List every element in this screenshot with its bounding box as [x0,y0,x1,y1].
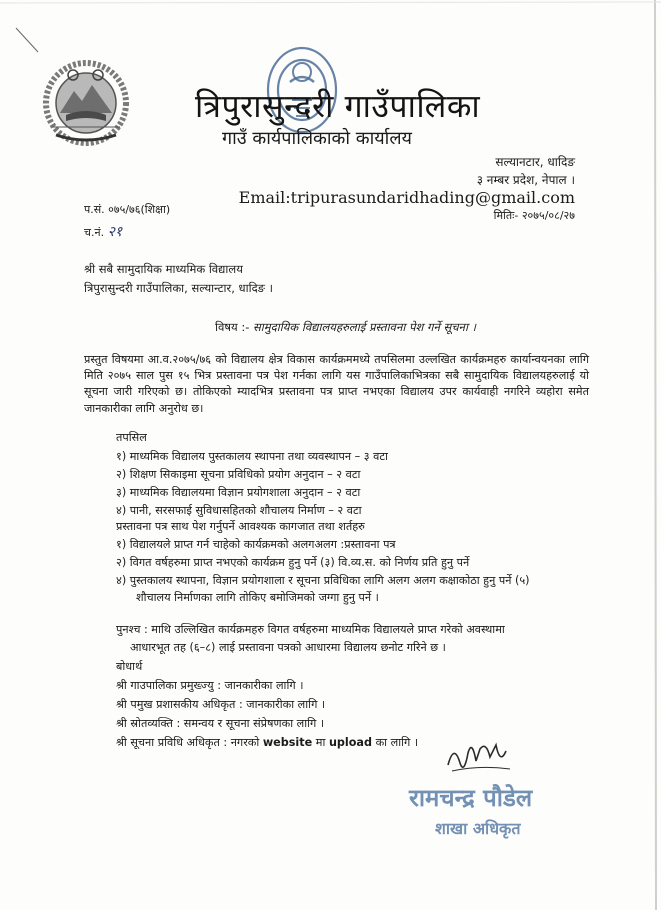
requirement-item: शौचालय निर्माणका लागि तोकिए बमोजिमको जग्गा हुनु पर्ने । [136,591,379,604]
cc-website-suffix: का लागि । [375,736,419,749]
letter-reference-number: प.सं. ०७५/७६(शिक्षा) [84,203,171,216]
handwritten-signature [440,735,520,780]
cc-heading: बोधार्थ [116,660,143,673]
body-paragraph: प्रस्तुत विषयमा आ.व.२०७५/७६ को विद्यालय क्षेत्र विकास कार्यक्रममध्ये तपसिलमा उल्लखित कार्यक्रमहरु कार्यान्वयनका लागि मिति २०७५ साल पुस १५ भित्र प्रस्तावना पत्र पेश गर्नका लागि यस गाउँपालिकाभित्रका सबै सामुदायिक विद्यालयहरुलाई यो सूचना जारी गरिएको छ। तोकिएको म्यादभित्र प्रस्तावना पत्र प्राप्त नभएका विद्यालय उपर कार्यवाही नगरिने व्यहोरा समेत जानकारीका लागि अनुरोध छ। [84,353,589,415]
cc-website-mid: मा [315,736,326,749]
letter-date: मितिः- २०७५/०८/२७ [493,209,575,222]
tapasil-heading: तपसिल [116,431,147,444]
stamp-name: रामचन्द्र पौडेल [409,784,533,812]
cc-upload-word: upload [328,736,372,749]
recipient-line-1: श्री सबै सामुदायिक माध्यमिक विद्यालय [84,262,243,276]
cc-item: श्री पमुख प्रशासकीय अधिकृत : जानकारीका लागि । [116,698,326,711]
requirement-item: १) विद्यालयले प्राप्त गर्न चाहेको कार्यक्रमको अलगअलग :प्रस्तावना पत्र [116,538,396,551]
office-name-title: त्रिपुरासुन्दरी गाउँपालिका [195,87,481,125]
dispatch-number-value: २१ [107,224,123,240]
subject-text: सामुदायिक विद्यालयहरुलाई प्रस्तावना पेश गर्ने सूचना । [253,320,476,334]
tapasil-item: २) शिक्षण सिकाइमा सूचना प्रविधिको प्रयोग अनुदान – २ वटा [116,468,361,481]
letter-subject [215,320,476,335]
address-line-2: ३ नम्बर प्रदेश, नेपाल । [476,173,575,187]
requirement-item: २) विगत वर्षहरुमा प्राप्त नभएको कार्यक्रम हुनु पर्ने (३) वि.व्य.स. को निर्णय प्रति हुनु पर्ने [116,556,470,569]
cc-website-word: website [262,736,313,749]
recipient-line-2: त्रिपुरासुन्दरी गाउँपालिका, सल्यान्टार, धादिङ । [84,281,274,295]
cc-item: श्री स्रोतव्यक्ति : समन्वय र सूचना संप्रेषणका लागि । [116,717,325,730]
subject-label: विषय :- [215,320,250,334]
dispatch-number [84,222,122,241]
office-subtitle: गाउँ कार्यपालिकाको कार्यालय [222,128,412,149]
office-email: Email:tripurasundaridhading@gmail.com [238,188,575,207]
requirements-heading: प्रस्तावना पत्र साथ पेश गर्नुपर्ने आवश्यक कागजात तथा शर्तहरु [116,520,365,533]
tapasil-item: ३) माध्यमिक विद्यालयमा विज्ञान प्रयोगशाला अनुदान – २ वटा [116,486,361,499]
margin-pen-mark [12,26,42,56]
requirement-item: ४) पुस्तकालय स्थापना, विज्ञान प्रयोगशाला र सूचना प्रविधिका लागि अलग अलग कक्षाकोठा हुनु पर्ने (५) [116,574,530,587]
cc-website-prefix: श्री सूचना प्रविधि अधिकृत : नगरको [116,736,260,749]
address-line-1: सल्यानटार, धादिङ [495,155,575,169]
tapasil-item: ४) पानी, सरसफाई सुविधासहितको शौचालय निर्माण – २ वटा [116,504,362,517]
cc-item: श्री गाउपालिका प्रमुख्ज्यु : जानकारीका लागि । [116,679,304,692]
nepal-emblem-icon [40,55,132,147]
officer-stamp [405,778,565,843]
tapasil-item: १) माध्यमिक विद्यालय पुस्तकालय स्थापना तथा व्यवस्थापन – ३ वटा [116,450,388,463]
postscript-line-2: आधारभूत तह (६–८) लाई प्रस्तावना पत्रको आधारमा विद्यालय छनोट गरिने छ । [130,641,446,654]
dispatch-number-label: च.नं. [84,226,105,239]
cc-item-website [116,735,418,750]
stamp-title: शाखा अधिकृत [435,819,521,838]
postscript-line-1: पुनश्च : माथि उल्लिखित कार्यक्रमहरु विगत वर्षहरुमा माध्यमिक विद्यालयले प्राप्त गरेको अवस्थामा [116,623,505,636]
